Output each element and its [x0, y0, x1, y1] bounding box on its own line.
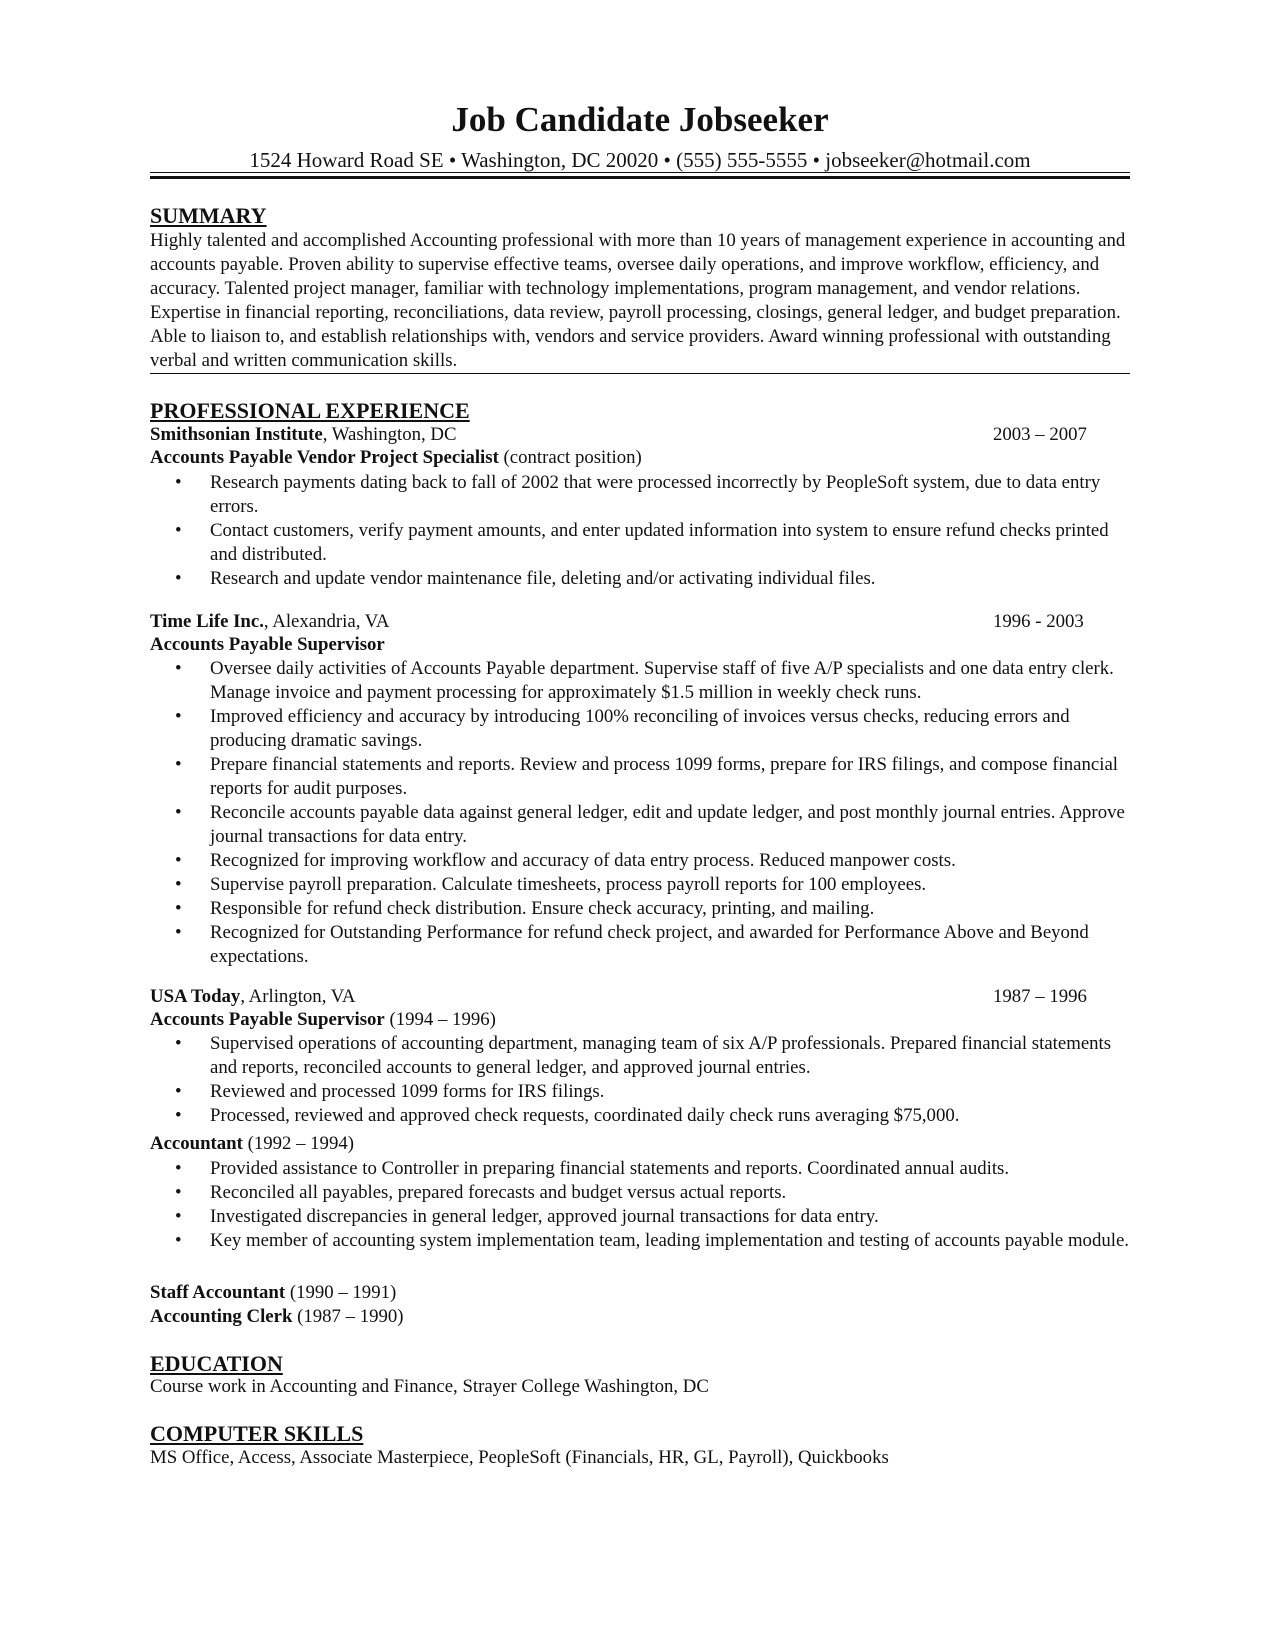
- bullet-icon: •: [175, 922, 182, 943]
- job-3-role-4-period: (1987 – 1990): [292, 1306, 404, 1327]
- bullet-icon: •: [175, 898, 182, 919]
- bullet-text: Research and update vendor maintenance file, deleting and/or activating individual files.: [210, 568, 876, 589]
- bullet-text: Supervise payroll preparation. Calculate timesheets, process payroll reports for 100 employees.: [210, 874, 927, 895]
- bullet-icon: •: [175, 802, 182, 823]
- bullet-text: Reconcile accounts payable data against general ledger, edit and update ledger, and post monthly journal entries. Approve journal transactions for data entry.: [210, 802, 1125, 847]
- bullet-item: [150, 1229, 1140, 1253]
- job-3-role-1-period: (1994 – 1996): [384, 1009, 496, 1030]
- bullet-icon: •: [175, 568, 182, 589]
- bullet-text: Prepare financial statements and reports. Review and process 1099 forms, prepare for IRS filings, and compose financial reports for audit purposes.: [210, 754, 1119, 799]
- job-3-role-3-title: Staff Accountant: [150, 1282, 286, 1303]
- bullet-text: Responsible for refund check distribution. Ensure check accuracy, printing, and mailing.: [210, 898, 875, 919]
- job-1-role-line: [150, 446, 642, 470]
- job-1-bullets: [150, 471, 1140, 591]
- education-text: Course work in Accounting and Finance, Strayer College Washington, DC: [150, 1376, 709, 1397]
- candidate-name: Job Candidate Jobseeker: [451, 100, 829, 139]
- summary-text: Highly talented and accomplished Accounting professional with more than 10 years of management experience in accounting and accounts payable. Proven ability to supervise effective teams, oversee daily operations, and improve workflow, efficiency, and accuracy. Talented project manager, familiar with technology implementations, program management, and vendor relations. Expertise in financial reporting, reconciliations, data review, payroll processing, closings, general ledger, and budget preparation. Able to liaison to, and establish relationships with, vendors and service providers. Award winning professional with outstanding verbal and written communication skills.: [150, 230, 1126, 371]
- bullet-icon: •: [175, 1081, 182, 1102]
- job-3-location: , Arlington, VA: [240, 986, 356, 1007]
- job-2-role: Accounts Payable Supervisor: [150, 634, 385, 655]
- bullet-icon: •: [175, 1105, 182, 1126]
- bullet-icon: •: [175, 706, 182, 727]
- header-rule-thin: [150, 172, 1130, 173]
- job-2-role-line: [150, 633, 385, 657]
- bullet-item: [150, 471, 1140, 519]
- job-2-company: Time Life Inc.: [150, 611, 264, 632]
- job-3-company: USA Today: [150, 986, 241, 1007]
- header-rule-thick: [150, 176, 1130, 179]
- job-1-role-note: (contract position): [498, 447, 642, 468]
- bullet-item: [150, 657, 1140, 705]
- bullet-item: [150, 849, 1140, 873]
- contact-line: 1524 Howard Road SE • Washington, DC 20020 • (555) 555-5555 • jobseeker@hotmail.com: [249, 148, 1031, 172]
- bullet-item: [150, 753, 1140, 801]
- bullet-item: [150, 1205, 1140, 1229]
- job-3-role-3-period: (1990 – 1991): [285, 1282, 397, 1303]
- skills-heading: COMPUTER SKILLS: [150, 1421, 364, 1446]
- bullet-text: Recognized for Outstanding Performance for refund check project, and awarded for Performance Above and Beyond expectations.: [210, 922, 1089, 967]
- bullet-text: Research payments dating back to fall of 2002 that were processed incorrectly by PeopleSoft system, due to data entry errors.: [210, 472, 1101, 517]
- bullet-icon: •: [175, 1182, 182, 1203]
- bullet-item: [150, 1080, 1140, 1104]
- bullet-text: Supervised operations of accounting department, managing team of six A/P professionals. Prepared financial statements and reports, reconciled accounts to general ledger, and approved journal entries.: [210, 1033, 1112, 1078]
- job-3-role-4-line: [150, 1305, 404, 1329]
- job-1-company: Smithsonian Institute: [150, 424, 323, 445]
- bullet-item: [150, 1104, 1140, 1128]
- bullet-icon: •: [175, 472, 182, 493]
- job-3-dates: 1987 – 1996: [993, 986, 1087, 1007]
- bullet-item: [150, 1157, 1140, 1181]
- bullet-item: [150, 921, 1140, 969]
- bullet-text: Investigated discrepancies in general ledger, approved journal transactions for data entry.: [210, 1206, 879, 1227]
- bullet-item: [150, 897, 1140, 921]
- bullet-item: [150, 801, 1140, 849]
- job-3-role-1-bullets: [150, 1032, 1140, 1128]
- job-2-location: , Alexandria, VA: [263, 611, 390, 632]
- bullet-text: Improved efficiency and accuracy by introducing 100% reconciling of invoices versus checks, reducing errors and producing dramatic savings.: [210, 706, 1070, 751]
- bullet-item: [150, 705, 1140, 753]
- bullet-icon: •: [175, 1206, 182, 1227]
- job-3-role-1-line: [150, 1008, 496, 1032]
- bullet-icon: •: [175, 850, 182, 871]
- summary-heading: SUMMARY: [150, 203, 267, 228]
- bullet-item: [150, 1181, 1140, 1205]
- bullet-icon: •: [175, 520, 182, 541]
- bullet-text: Contact customers, verify payment amounts, and enter updated information into system to ensure refund checks printed and distributed.: [210, 520, 1109, 565]
- job-2-bullets: [150, 657, 1140, 969]
- job-1-location: , Washington, DC: [322, 424, 457, 445]
- bullet-text: Provided assistance to Controller in preparing financial statements and reports. Coordinated annual audits.: [210, 1158, 1010, 1179]
- bullet-text: Reviewed and processed 1099 forms for IRS filings.: [210, 1081, 605, 1102]
- job-1-header: [150, 423, 457, 447]
- job-3-role-2-title: Accountant: [150, 1133, 243, 1154]
- bullet-icon: •: [175, 1230, 182, 1251]
- bullet-icon: •: [175, 1033, 182, 1054]
- job-3-role-2-period: (1992 – 1994): [242, 1133, 354, 1154]
- job-3-role-2-line: [150, 1132, 354, 1156]
- bullet-text: Oversee daily activities of Accounts Payable department. Supervise staff of five A/P specialists and one data entry clerk. Manage invoice and payment processing for approximately $1.5 million in weekly check runs.: [210, 658, 1114, 703]
- job-3-header: [150, 985, 355, 1009]
- job-1-dates: 2003 – 2007: [993, 424, 1087, 445]
- job-3-role-1-title: Accounts Payable Supervisor: [150, 1009, 385, 1030]
- experience-heading: PROFESSIONAL EXPERIENCE: [150, 398, 470, 423]
- bullet-icon: •: [175, 754, 182, 775]
- job-3-role-3-line: [150, 1281, 396, 1305]
- bullet-item: [150, 567, 1140, 591]
- bullet-text: Recognized for improving workflow and accuracy of data entry process. Reduced manpower costs.: [210, 850, 956, 871]
- bullet-icon: •: [175, 874, 182, 895]
- job-2-header: [150, 610, 389, 634]
- bullet-item: [150, 873, 1140, 897]
- bullet-text: Reconciled all payables, prepared forecasts and budget versus actual reports.: [210, 1182, 787, 1203]
- bullet-item: [150, 519, 1140, 567]
- job-3-role-2-bullets: [150, 1157, 1140, 1253]
- job-1-role: Accounts Payable Vendor Project Specialist: [150, 447, 499, 468]
- bullet-text: Key member of accounting system implementation team, leading implementation and testing of accounts payable module.: [210, 1230, 1129, 1251]
- skills-text: MS Office, Access, Associate Masterpiece, PeopleSoft (Financials, HR, GL, Payroll), Quickbooks: [150, 1447, 889, 1468]
- bullet-icon: •: [175, 658, 182, 679]
- education-heading: EDUCATION: [150, 1351, 283, 1376]
- job-2-dates: 1996 - 2003: [993, 611, 1084, 632]
- bullet-item: [150, 1032, 1140, 1080]
- job-3-role-4-title: Accounting Clerk: [150, 1306, 293, 1327]
- bullet-icon: •: [175, 1158, 182, 1179]
- bullet-text: Processed, reviewed and approved check requests, coordinated daily check runs averaging $75,000.: [210, 1105, 960, 1126]
- summary-rule: [150, 373, 1130, 374]
